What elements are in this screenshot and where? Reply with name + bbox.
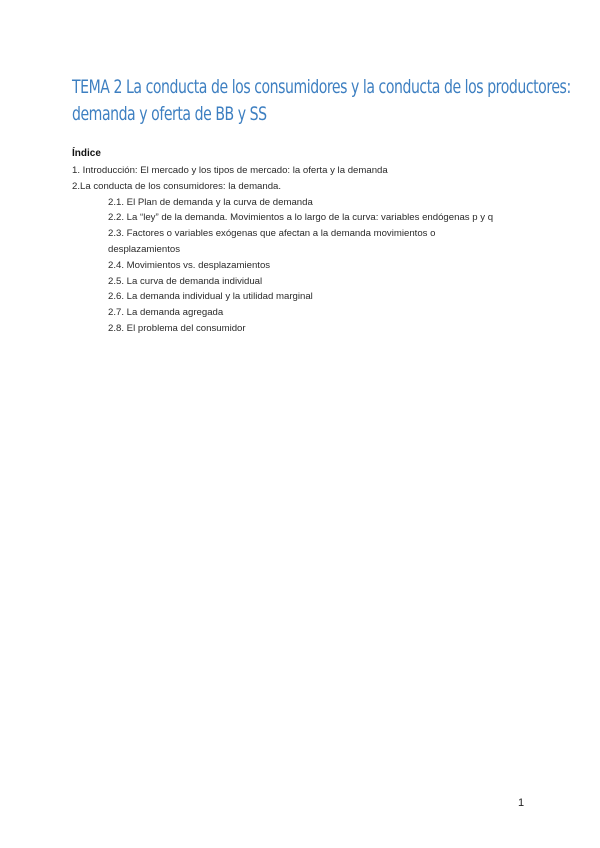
index-heading: Índice — [72, 148, 101, 159]
toc-item-2-6: 2.6. La demanda individual y la utilidad marginal — [108, 291, 313, 303]
toc-item-1: 1. Introducción: El mercado y los tipos de mercado: la oferta y la demanda — [72, 165, 388, 176]
toc-item-2-3: 2.3. Factores o variables exógenas que afectan a la demanda movimientos o — [108, 228, 436, 240]
toc-item-2-8: 2.8. El problema del consumidor — [108, 322, 246, 334]
toc-item-2-2: 2.2. La “ley” de la demanda. Movimientos a lo largo de la curva: variables endógenas p y q — [108, 212, 494, 224]
toc-item-2-3-continued: desplazamientos — [108, 243, 180, 255]
document-title-line-2: demanda y oferta de BB y SS — [72, 103, 267, 125]
toc-item-2-7: 2.7. La demanda agregada — [108, 307, 224, 319]
document-title — [72, 74, 571, 128]
toc-item-2-1: 2.1. El Plan de demanda y la curva de demanda — [108, 196, 313, 208]
toc-item-2-5: 2.5. La curva de demanda individual — [108, 275, 263, 287]
toc-item-2: 2.La conducta de los consumidores: la demanda. — [72, 180, 282, 192]
table-of-contents — [72, 163, 532, 337]
document-title-line-1: TEMA 2 La conducta de los consumidores y la conducta de los productores: — [72, 76, 571, 98]
page-number: 1 — [518, 797, 525, 809]
toc-item-2-4: 2.4. Movimientos vs. desplazamientos — [108, 259, 271, 271]
